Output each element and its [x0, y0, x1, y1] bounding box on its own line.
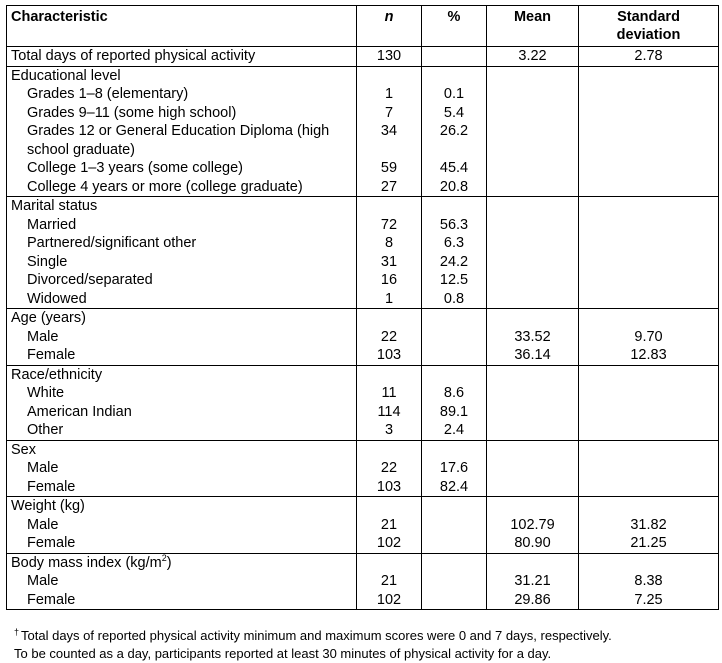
weight-mean [487, 497, 579, 554]
weight-sd [579, 497, 719, 554]
footnote-line1 [14, 627, 714, 645]
bmi-mean-1: 29.86 [514, 591, 551, 608]
header-sd-line1: Standard [617, 9, 680, 25]
weight-sd-0: 31.82 [630, 516, 667, 533]
race-pct-2: 2.4 [443, 422, 465, 438]
race-label-1: American Indian [27, 403, 132, 420]
sex-label-0: Male [27, 460, 59, 476]
education-mean [487, 66, 579, 197]
marital-mean [487, 197, 579, 309]
bmi-mean [487, 553, 579, 610]
education-pct-0: 0.1 [443, 86, 465, 102]
header-sd-line2: deviation [616, 27, 681, 43]
race-sd [579, 365, 719, 440]
education-percent [422, 66, 487, 197]
weight-label-1: Female [27, 535, 76, 551]
education-n-0: 1 [384, 86, 394, 102]
education-n-4: 27 [380, 178, 398, 195]
header-percent: % [422, 6, 487, 47]
sex-percent [422, 440, 487, 497]
weight-sd-1: 21.25 [630, 535, 667, 551]
bmi-title-superscript: 2 [161, 552, 167, 563]
education-title: Educational level [11, 67, 121, 84]
table-row-weight [7, 497, 719, 554]
bmi-labels [7, 553, 357, 610]
education-pct-1: 5.4 [443, 104, 465, 121]
marital-sd [579, 197, 719, 309]
education-pct-4: 20.8 [439, 178, 469, 195]
race-n-1: 114 [377, 403, 401, 420]
bmi-percent [422, 553, 487, 610]
table-row-race [7, 365, 719, 440]
race-label-2: Other [27, 422, 64, 438]
sex-label-1: Female [27, 478, 76, 495]
bmi-label-0: Male [27, 573, 59, 589]
bmi-mean-0: 31.21 [514, 573, 551, 589]
marital-pct-0: 56.3 [439, 216, 469, 233]
total-sd: 2.78 [579, 47, 719, 67]
marital-title: Marital status [11, 198, 98, 214]
education-label-1: Grades 9–11 (some high school) [27, 104, 237, 121]
bmi-n [357, 553, 422, 610]
education-label-0: Grades 1–8 (elementary) [27, 86, 189, 102]
weight-n [357, 497, 422, 554]
race-pct-0: 8.6 [443, 385, 465, 401]
footnote-line1-text: Total days of reported physical activity minimum and maximum scores were 0 and 7 days, respectively. [21, 628, 612, 643]
race-pct-1: 89.1 [439, 403, 469, 420]
marital-label-3: Divorced/separated [27, 272, 153, 288]
age-sd-0: 9.70 [634, 328, 663, 345]
total-percent [422, 47, 487, 67]
weight-labels [7, 497, 357, 554]
race-label-0: White [27, 385, 65, 401]
education-n-1: 7 [384, 104, 394, 121]
age-n [357, 309, 422, 366]
header-mean: Mean [487, 6, 579, 47]
total-label: Total days of reported physical activity [7, 47, 357, 67]
footnote [14, 627, 714, 663]
footnote-line2: To be counted as a day, participants reported at least 30 minutes of physical activity for a day. [14, 646, 552, 661]
bmi-label-1: Female [27, 591, 76, 608]
age-title: Age (years) [11, 310, 86, 326]
weight-label-0: Male [27, 516, 59, 533]
header-characteristic: Characteristic [7, 6, 357, 47]
bmi-sd-0: 8.38 [634, 573, 663, 589]
weight-n-1: 102 [376, 535, 402, 551]
sex-labels [7, 440, 357, 497]
age-mean [487, 309, 579, 366]
header-n: n [357, 6, 422, 47]
bmi-title [11, 554, 352, 573]
age-mean-1: 36.14 [514, 347, 551, 363]
age-n-1: 103 [376, 347, 402, 363]
race-n-0: 11 [381, 385, 397, 401]
education-n-3: 59 [380, 160, 398, 176]
bmi-n-1: 102 [376, 591, 402, 608]
marital-label-1: Partnered/significant other [27, 235, 197, 251]
age-sd-1: 12.83 [630, 347, 667, 363]
race-labels [7, 365, 357, 440]
marital-pct-3: 12.5 [439, 272, 469, 288]
age-n-0: 22 [380, 328, 398, 345]
education-label-2: Grades 12 or General Education Diploma (high school graduate) [27, 123, 330, 158]
table-row-total [7, 47, 719, 67]
marital-n-3: 16 [380, 272, 398, 288]
sex-mean [487, 440, 579, 497]
footnote-mark: † [14, 626, 20, 637]
education-pct-2: 26.2 [439, 123, 469, 139]
marital-n-0: 72 [380, 216, 398, 233]
marital-label-2: Single [27, 253, 68, 270]
weight-title: Weight (kg) [11, 498, 85, 514]
bmi-title-text: Body mass index (kg/m [11, 554, 162, 571]
race-n [357, 365, 422, 440]
sex-title: Sex [11, 441, 36, 458]
sex-n [357, 440, 422, 497]
education-labels [7, 66, 357, 197]
marital-pct-1: 6.3 [443, 235, 465, 251]
sex-pct-0: 17.6 [439, 460, 469, 476]
bmi-sd [579, 553, 719, 610]
education-label-3: College 1–3 years (some college) [27, 160, 243, 176]
bmi-title-end: ) [166, 554, 172, 571]
table-row-sex [7, 440, 719, 497]
weight-percent [422, 497, 487, 554]
marital-n-1: 8 [384, 235, 394, 251]
marital-pct-2: 24.2 [439, 253, 469, 270]
table-row-education [7, 66, 719, 197]
marital-percent [422, 197, 487, 309]
bmi-n-0: 21 [380, 573, 398, 589]
marital-n [357, 197, 422, 309]
marital-pct-4: 0.8 [443, 290, 465, 307]
header-row [7, 6, 719, 47]
total-n: 130 [357, 47, 422, 67]
education-pct-3: 45.4 [439, 160, 469, 176]
sex-n-1: 103 [376, 478, 402, 495]
weight-n-0: 21 [380, 516, 398, 533]
age-label-1: Female [27, 347, 76, 363]
race-mean [487, 365, 579, 440]
age-sd [579, 309, 719, 366]
race-title: Race/ethnicity [11, 366, 103, 383]
age-labels [7, 309, 357, 366]
education-sd [579, 66, 719, 197]
total-mean: 3.22 [487, 47, 579, 67]
table-row-age [7, 309, 719, 366]
education-n-2: 34 [380, 123, 398, 139]
education-label-4: College 4 years or more (college graduate) [27, 178, 303, 195]
weight-mean-1: 80.90 [514, 535, 551, 551]
table-row-marital [7, 197, 719, 309]
marital-labels [7, 197, 357, 309]
table-row-bmi [7, 553, 719, 610]
age-percent [422, 309, 487, 366]
marital-label-0: Married [27, 216, 77, 233]
sex-pct-1: 82.4 [439, 478, 469, 495]
age-label-0: Male [27, 328, 59, 345]
header-standard-deviation [579, 6, 719, 47]
sex-sd [579, 440, 719, 497]
bmi-sd-1: 7.25 [634, 591, 663, 608]
marital-label-4: Widowed [27, 290, 87, 307]
race-n-2: 3 [384, 422, 394, 438]
weight-mean-0: 102.79 [510, 516, 555, 533]
characteristics-table [6, 5, 719, 610]
education-n [357, 66, 422, 197]
race-percent [422, 365, 487, 440]
marital-n-2: 31 [380, 253, 398, 270]
age-mean-0: 33.52 [514, 328, 551, 345]
sex-n-0: 22 [380, 460, 398, 476]
marital-n-4: 1 [384, 290, 394, 307]
